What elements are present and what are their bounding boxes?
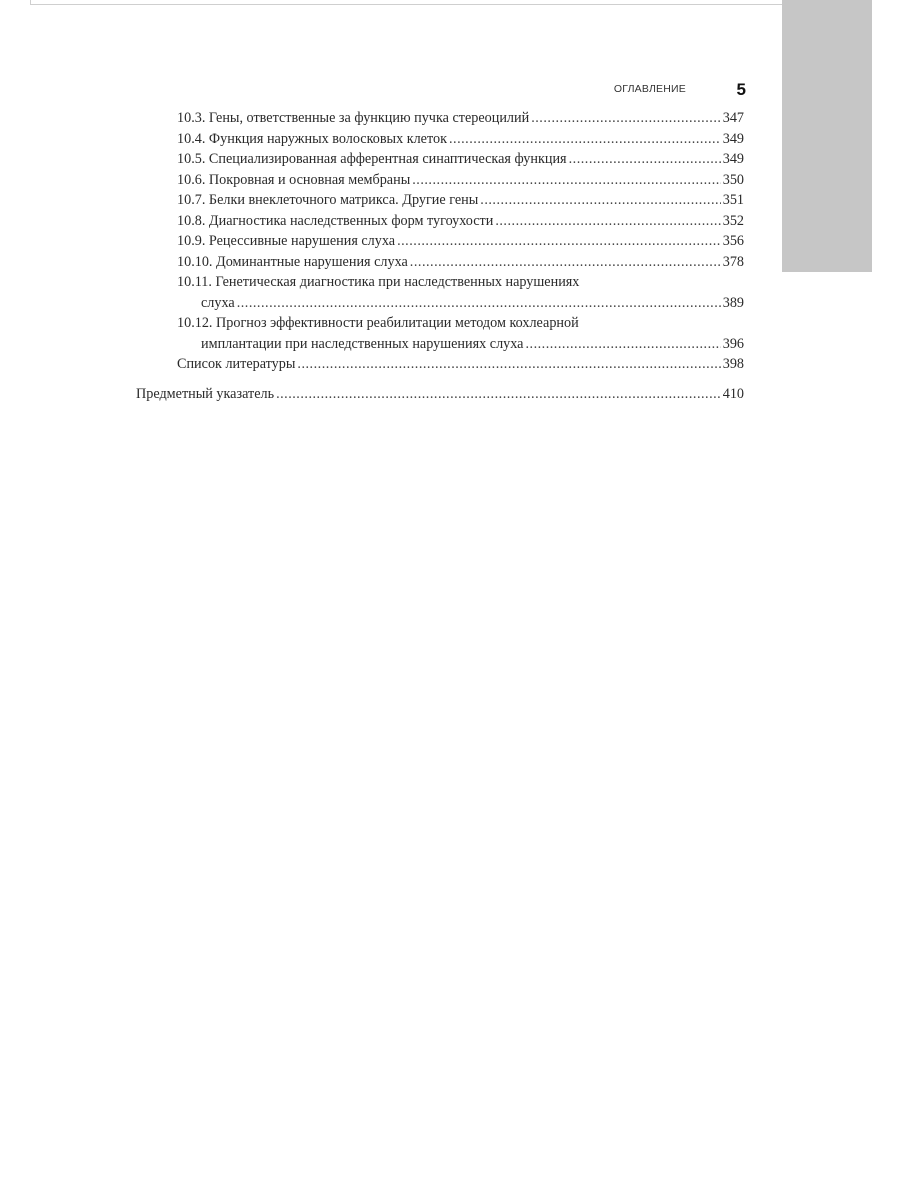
toc-entry[interactable] xyxy=(136,384,744,405)
toc-entry[interactable] xyxy=(177,313,744,354)
dot-leader xyxy=(495,211,720,232)
toc-entry-page: 349 xyxy=(722,151,744,167)
toc-entry[interactable] xyxy=(177,149,744,170)
toc-entry-title: 10.6. Покровная и основная мембраны xyxy=(177,171,411,188)
toc-entry[interactable] xyxy=(177,354,744,375)
dot-leader xyxy=(276,384,721,405)
toc-entry[interactable] xyxy=(177,129,744,150)
toc-entry-page: 349 xyxy=(722,130,744,147)
toc-entry-page: 356 xyxy=(722,233,744,249)
toc-entry-page: 378 xyxy=(722,253,744,270)
toc-entry-title: 10.7. Белки внеклеточного матрикса. Другие гены xyxy=(177,192,479,208)
toc-entry-page: 398 xyxy=(722,356,744,372)
toc-entry-title: 10.9. Рецессивные нарушения слуха xyxy=(177,233,396,249)
toc-entry-title: 10.3. Гены, ответственные за функцию пучка стереоцилий xyxy=(177,110,530,126)
toc-entry-page: 350 xyxy=(722,171,744,188)
toc-entry[interactable] xyxy=(177,190,744,211)
toc-entry-title-line1: 10.11. Генетическая диагностика при наследственных нарушениях xyxy=(177,274,580,290)
dot-leader xyxy=(412,170,720,191)
toc-entry[interactable] xyxy=(177,252,744,273)
toc-entry-page: 352 xyxy=(722,212,744,229)
dot-leader xyxy=(525,334,720,355)
toc-entry-title-line1: 10.12. Прогноз эффективности реабилитации методом кохлеарной xyxy=(177,315,579,331)
toc-entry[interactable] xyxy=(177,272,744,313)
toc-entry[interactable] xyxy=(177,211,744,232)
toc-entry-page: 410 xyxy=(722,386,744,402)
dot-leader xyxy=(531,108,721,129)
toc-entry-title: 10.5. Специализированная афферентная синаптическая функция xyxy=(177,151,567,167)
dot-leader xyxy=(297,354,720,375)
toc-entry[interactable] xyxy=(177,231,744,252)
toc-entry-title-line2: имплантации при наследственных нарушениях слуха xyxy=(201,335,524,352)
toc-entry-page: 389 xyxy=(722,294,744,311)
toc-entry-page: 351 xyxy=(722,192,744,208)
toc-entry-title: Список литературы xyxy=(177,356,296,372)
running-head-title: ОГЛАВЛЕНИЕ xyxy=(613,83,686,95)
page-top-border xyxy=(30,0,783,5)
dot-leader xyxy=(397,231,721,252)
dot-leader xyxy=(480,190,720,211)
side-thumb-tab xyxy=(782,0,872,272)
dot-leader xyxy=(569,149,721,170)
toc-entry-title: Предметный указатель xyxy=(136,386,275,402)
running-head xyxy=(540,80,746,102)
toc-entry-page: 396 xyxy=(722,335,744,352)
toc-entry-page: 347 xyxy=(722,110,744,126)
dot-leader xyxy=(449,129,721,150)
toc-entry[interactable] xyxy=(177,108,744,129)
page-number: 5 xyxy=(736,80,746,99)
toc-entry-title: 10.8. Диагностика наследственных форм тугоухости xyxy=(177,212,494,229)
toc-entry-title-line2: слуха xyxy=(201,294,235,311)
dot-leader xyxy=(410,252,721,273)
dot-leader xyxy=(237,293,721,314)
toc-entry-title: 10.4. Функция наружных волосковых клеток xyxy=(177,130,447,147)
toc-entry[interactable] xyxy=(177,170,744,191)
toc-entry-title: 10.10. Доминантные нарушения слуха xyxy=(177,253,408,270)
